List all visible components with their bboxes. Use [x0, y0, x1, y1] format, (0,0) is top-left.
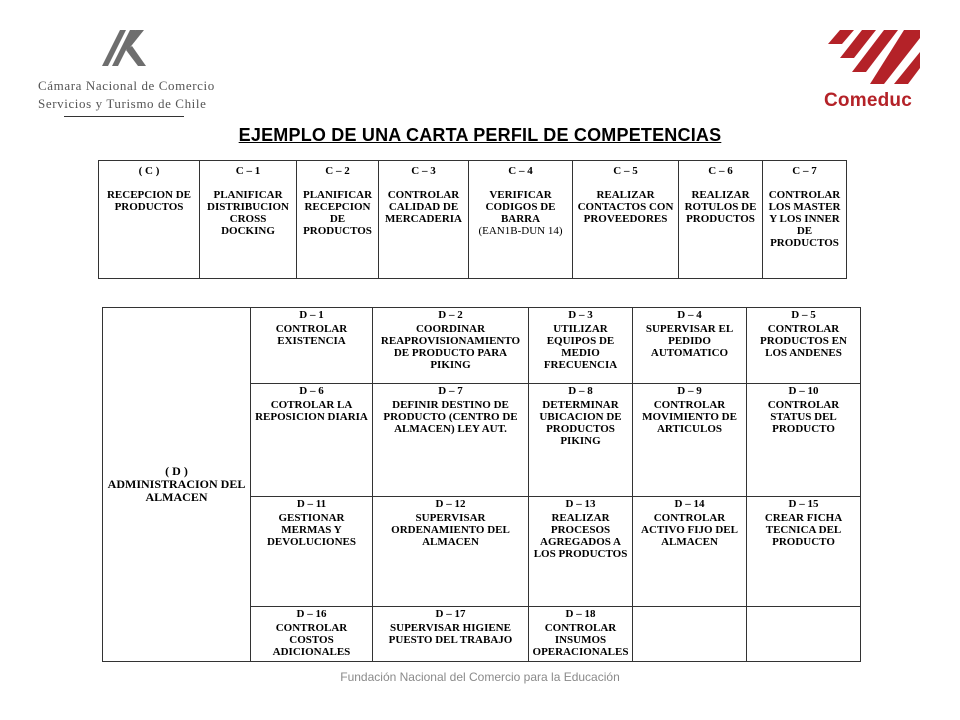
- competency-desc: CONTROLAR COSTOS ADICIONALES: [272, 621, 351, 658]
- competency-desc: UTILIZAR EQUIPOS DE MEDIO FRECUENCIA: [543, 323, 618, 371]
- competency-code: D – 7: [438, 385, 463, 398]
- competency-code: D – 2: [438, 309, 463, 321]
- competency-cell: [633, 496, 747, 606]
- competency-cell: [747, 496, 861, 606]
- page-title: EJEMPLO DE UNA CARTA PERFIL DE COMPETENCIAS: [238, 125, 722, 145]
- footer-text: Fundación Nacional del Comercio para la Educación: [340, 670, 620, 684]
- competency-cell: [251, 496, 373, 606]
- competency-desc: SUPERVISAR ORDENAMIENTO DEL ALMACEN: [391, 511, 510, 548]
- competency-code: C – 4: [508, 165, 533, 177]
- competency-desc: DEFINIR DESTINO DE PRODUCTO (CENTRO DE ALMACEN) LEY AUT.: [383, 399, 518, 436]
- competency-desc: CONTROLAR MOVIMIENTO DE ARTICULOS: [642, 399, 737, 436]
- competency-cell: [379, 161, 469, 279]
- competency-cell: [529, 384, 633, 496]
- competency-cell: [251, 308, 373, 384]
- camara-logo-line2: Servicios y Turismo de Chile: [38, 96, 207, 111]
- camara-logo-line1: Cámara Nacional de Comercio: [38, 78, 215, 93]
- competency-cell: [529, 606, 633, 661]
- area-code: ( C ): [138, 165, 160, 177]
- competency-cell: [747, 308, 861, 384]
- competency-note: (EAN1B-DUN 14): [478, 225, 563, 237]
- comeduc-logo-word: Comeduc: [824, 90, 912, 111]
- competency-code: D – 12: [435, 497, 466, 510]
- competency-cell: [469, 161, 573, 279]
- competency-code: C – 5: [613, 165, 638, 177]
- competency-cell: [529, 308, 633, 384]
- competency-code: D – 14: [674, 497, 705, 510]
- camara-logo-rule: [64, 116, 184, 117]
- comeduc-logo-mark-icon: [820, 28, 926, 88]
- competency-table-c: [98, 160, 847, 279]
- competency-desc: CREAR FICHA TECNICA DEL PRODUCTO: [764, 511, 843, 548]
- competency-desc: CONTROLAR CALIDAD DE MERCADERIA: [385, 189, 462, 225]
- competency-desc: VERIFICAR CODIGOS DE BARRA: [485, 189, 556, 225]
- competency-desc: CONTROLAR ACTIVO FIJO DEL ALMACEN: [641, 511, 738, 548]
- area-name: RECEPCION DE PRODUCTOS: [106, 189, 192, 213]
- competency-cell: [573, 161, 679, 279]
- competency-code: D – 18: [565, 607, 596, 620]
- competency-code: D – 8: [568, 385, 593, 398]
- competency-desc: PLANIFICAR DISTRIBUCION CROSS DOCKING: [207, 189, 289, 237]
- competency-code: D – 4: [677, 309, 702, 321]
- area-code: ( D ): [165, 464, 188, 478]
- competency-table-d: [102, 307, 861, 662]
- camara-logo: [38, 28, 238, 123]
- competency-code: D – 16: [296, 607, 327, 620]
- empty-cell: [747, 606, 861, 661]
- empty-cell: [633, 606, 747, 661]
- competency-code: C – 3: [411, 165, 436, 177]
- competency-code: D – 6: [299, 385, 324, 398]
- competency-cell: [679, 161, 763, 279]
- area-name: ADMINISTRACION DEL ALMACEN: [107, 477, 246, 504]
- competency-cell: [373, 384, 529, 496]
- competency-cell: [373, 606, 529, 661]
- competency-code: D – 11: [296, 497, 327, 510]
- competency-desc: REALIZAR CONTACTOS CON PROVEEDORES: [577, 189, 674, 225]
- competency-code: C – 2: [325, 165, 350, 177]
- area-cell-d: [103, 308, 251, 662]
- comeduc-logo: [820, 28, 930, 118]
- competency-cell: [529, 496, 633, 606]
- competency-desc: CONTROLAR INSUMOS OPERACIONALES: [532, 621, 629, 658]
- competency-code: C – 7: [792, 165, 817, 177]
- competency-code: D – 10: [788, 385, 819, 398]
- camara-logo-mark-icon: [100, 28, 148, 68]
- competency-cell: [251, 384, 373, 496]
- competency-code: C – 6: [708, 165, 733, 177]
- competency-desc: CONTROLAR STATUS DEL PRODUCTO: [767, 399, 840, 436]
- competency-desc: REALIZAR PROCESOS AGREGADOS A LOS PRODUCTOS: [533, 511, 628, 560]
- competency-code: D – 13: [565, 497, 596, 510]
- competency-desc: COORDINAR REAPROVISIONAMIENTO DE PRODUCTO PARA PIKING: [380, 323, 521, 371]
- competency-cell: [373, 308, 529, 384]
- competency-desc: CONTROLAR PRODUCTOS EN LOS ANDENES: [760, 323, 847, 359]
- competency-code: D – 15: [788, 497, 819, 510]
- competency-desc: COTROLAR LA REPOSICION DIARIA: [255, 399, 368, 424]
- area-cell-c: [99, 161, 200, 279]
- competency-code: D – 1: [299, 309, 324, 321]
- competency-cell: [763, 161, 847, 279]
- competency-cell: [747, 384, 861, 496]
- competency-cell: [633, 384, 747, 496]
- competency-desc: REALIZAR ROTULOS DE PRODUCTOS: [684, 189, 757, 225]
- competency-code: D – 17: [435, 607, 466, 620]
- competency-desc: GESTIONAR MERMAS Y DEVOLUCIONES: [266, 511, 357, 548]
- competency-desc: SUPERVISAR EL PEDIDO AUTOMATICO: [645, 323, 734, 359]
- competency-desc: CONTROLAR LOS MASTER Y LOS INNER DE PRODUCTOS: [768, 189, 841, 249]
- competency-code: D – 5: [791, 309, 816, 321]
- competency-cell: [251, 606, 373, 661]
- competency-cell: [200, 161, 297, 279]
- competency-desc: CONTROLAR EXISTENCIA: [275, 323, 348, 347]
- competency-code: D – 3: [568, 309, 593, 321]
- competency-desc: SUPERVISAR HIGIENE PUESTO DEL TRABAJO: [388, 621, 513, 646]
- competency-code: C – 1: [235, 165, 261, 177]
- competency-cell: [373, 496, 529, 606]
- competency-cell: [633, 308, 747, 384]
- competency-desc: PLANIFICAR RECEPCION DE PRODUCTOS: [302, 189, 373, 237]
- competency-desc: DETERMINAR UBICACION DE PRODUCTOS PIKING: [539, 399, 622, 448]
- competency-code: D – 9: [677, 385, 702, 398]
- competency-cell: [297, 161, 379, 279]
